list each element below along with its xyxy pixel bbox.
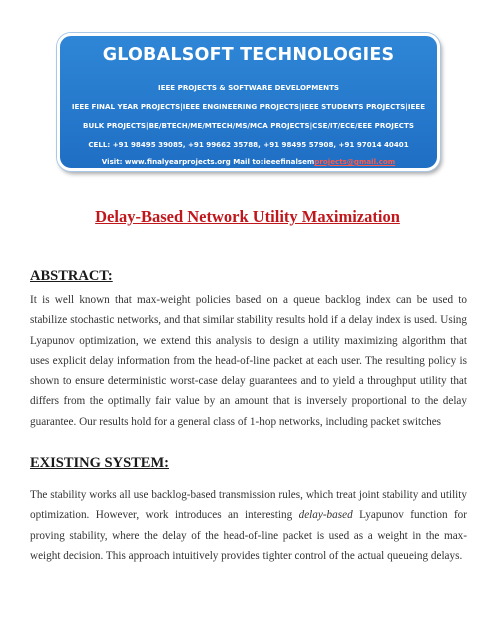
banner-email-link[interactable]: projects@gmail.com	[314, 157, 396, 166]
abstract-paragraph: It is well known that max-weight policies based on a queue backlog index can be used to stabilize stochastic networks, and that similar stability results hold if a delay index is used. Using Lyapunov optimization, we extend this analysis to design a utility maximizing algorithm that uses explicit delay information from the head-of-line packet at each user. The resulting policy is shown to ensure deterministic worst-case delay guarantees and to yield a throughput utility that differs from the optimally fair value by an amount that is inversely proportional to the delay guarantee. Our results hold for a general class of 1-hop networks, including packet switches	[30, 294, 467, 428]
document-title: Delay-Based Network Utility Maximization	[95, 207, 400, 226]
company-banner	[57, 33, 440, 171]
banner-contact-line	[60, 157, 437, 166]
existing-system-paragraph	[30, 485, 467, 566]
banner-projects-line: IEEE FINAL YEAR PROJECTS|IEEE ENGINEERING PROJECTS|IEEE STUDENTS PROJECTS|IEEE	[71, 102, 426, 111]
existing-system-text-2: Lyapunov function for proving stability, where the delay of the head-of-line packet is used as a weight in the max-weight decision. This approach intuitively provides tighter control of the actual queueing delays.	[30, 509, 468, 562]
banner-phone-numbers: CELL: +91 98495 39085, +91 99662 35788, +91 98495 57908, +91 97014 40401	[88, 140, 409, 149]
banner-bulk-projects-line: BULK PROJECTS|BE/BTECH/ME/MTECH/MS/MCA PROJECTS|CSE/IT/ECE/EEE PROJECTS	[83, 121, 414, 130]
existing-system-heading: EXISTING SYSTEM:	[30, 455, 169, 471]
banner-visit-mail-text: Visit: www.finalyearprojects.org Mail to:ieeefinalsem	[101, 157, 315, 166]
existing-system-emphasis: delay-based	[298, 509, 353, 522]
existing-system-text-1: The stability works all use backlog-based transmission rules, which treat joint stability and utility optimization. However, work introduces an interesting	[30, 489, 467, 522]
abstract-heading: ABSTRACT:	[30, 268, 113, 284]
banner-tagline: IEEE PROJECTS & SOFTWARE DEVELOPMENTS	[157, 83, 340, 92]
company-name: GLOBALSOFT TECHNOLOGIES	[102, 45, 395, 65]
